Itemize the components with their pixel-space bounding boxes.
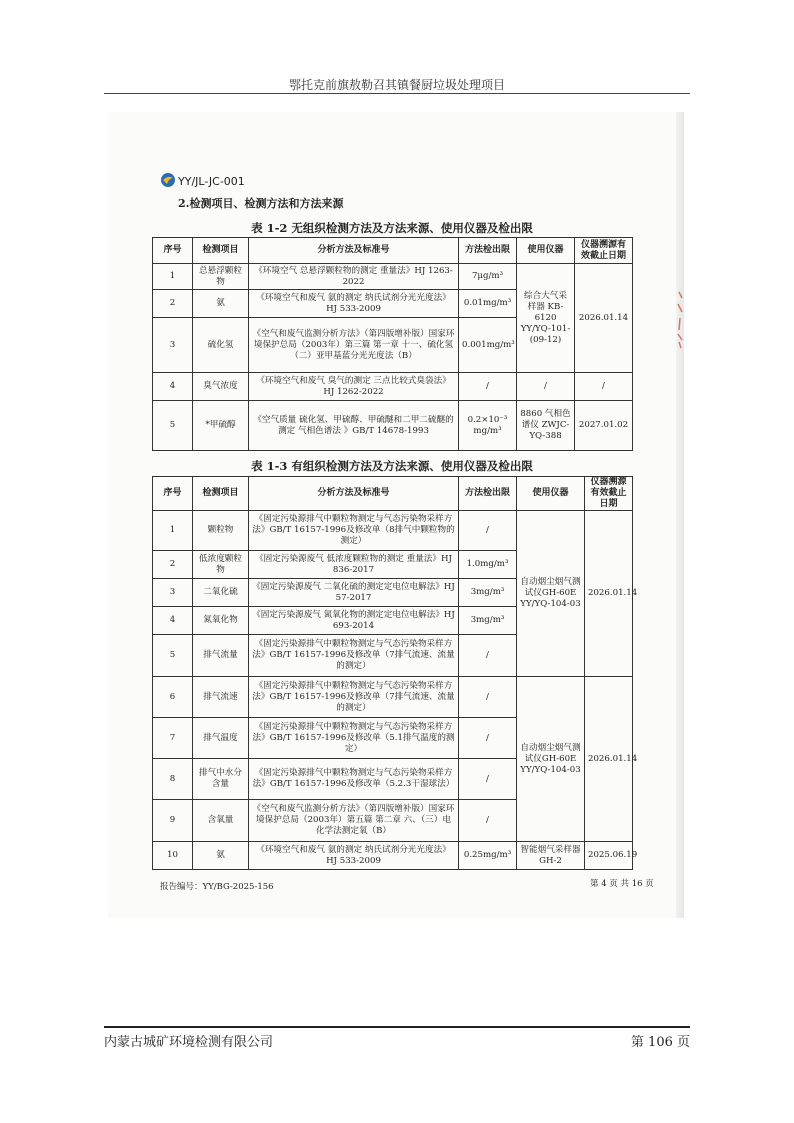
page-header: 鄂托克前旗敖勒召其镇餐厨垃圾处理项目 <box>288 78 505 92</box>
table-row: 1 颗粒物 《固定污染源排气中颗粒物测定与气态污染物采样方法》GB/T 16157-1996及修改单（8排气中颗粒物的测定） / 自动烟尘烟气测试仪GH-60E YY/YQ-104-03 2026.01.14 <box>153 511 633 551</box>
col-header-item: 检测项目 <box>193 477 249 511</box>
table-row: 6 排气流速 《固定污染源排气中颗粒物测定与气态污染物采样方法》GB/T 16157-1996及修改单（7排气流速、流量的测定） / 自动烟尘烟气测试仪GH-60E YY/YQ-104-03 2026.01.14 <box>153 677 633 718</box>
inner-page-info: 第 4 页 共 16 页 <box>590 879 654 889</box>
document-id: YY/JL-JC-001 <box>178 175 245 188</box>
table-row: 3 二氧化硫 《固定污染源废气 二氧化硫的测定定电位电解法》HJ 57-2017 3mg/m³ <box>153 579 633 607</box>
scan-edge-shadow <box>676 112 684 918</box>
unorganized-detection-table <box>152 237 633 451</box>
group1-date: 2026.01.14 <box>585 511 633 677</box>
table-row: 3 硫化氢 《空气和废气监测分析方法》（第四版增补版）国家环境保护总局（2003年）第三篇 第一章 十一、硫化氢 （二）亚甲基蓝分光光度法（B） 0.001mg/m³ <box>153 318 633 373</box>
group1-instrument: 自动烟尘烟气测试仪GH-60E YY/YQ-104-03 <box>517 511 585 677</box>
col-header-instrument: 使用仪器 <box>517 238 575 264</box>
col-header-limit: 方法检出限 <box>459 238 517 264</box>
footer-company: 内蒙古城矿环境检测有限公司 <box>104 1035 274 1050</box>
group2-instrument: 自动烟尘烟气测试仪GH-60E YY/YQ-104-03 <box>517 677 585 842</box>
report-number: 报告编号：YY/BG-2025-156 <box>160 882 274 892</box>
table1-caption: 表 1-2 无组织检测方法及方法来源、使用仪器及检出限 <box>251 221 533 235</box>
table-row: 2 氨 《环境空气和废气 氨的测定 纳氏试剂分光光度法》HJ 533-2009 0.01mg/m³ <box>153 290 633 318</box>
table-row: 5 *甲硫醇 《空气质量 硫化氢、甲硫醇、甲硫醚和二甲二硫醚的测定 气相色谱法 》GB/T 14678-1993 0.2×10⁻³ mg/m³ 8860 气相色谱仪 ZWJC-YQ-388 2027.01.02 <box>153 401 633 451</box>
col-header-method: 分析方法及标准号 <box>249 477 459 511</box>
col-header-limit: 方法检出限 <box>459 477 517 511</box>
col-header-item: 检测项目 <box>193 238 249 264</box>
table-row: 2 低浓度颗粒物 《固定污染源废气 低浓度颗粒物的测定 重量法》HJ 836-2017 1.0mg/m³ <box>153 551 633 579</box>
col-header-method: 分析方法及标准号 <box>249 238 459 264</box>
organized-detection-table <box>152 476 638 870</box>
col-header-instrument: 使用仪器 <box>517 477 585 511</box>
table-row: 8 排气中水分含量 《固定污染源排气中颗粒物测定与气态污染物采样方法》GB/T 16157-1996及修改单（5.2.3干湿球法） / <box>153 759 633 800</box>
table2-caption: 表 1-3 有组织检测方法及方法来源、使用仪器及检出限 <box>251 459 533 473</box>
table-row: 10 氨 《环境空气和废气 氨的测定 纳氏试剂分光光度法》HJ 533-2009 0.25mg/m³ 智能烟气采样器GH-2 2025.06.19 <box>153 842 633 870</box>
group-instrument: 综合大气采样器 KB-6120 YY/YQ-101-(09-12) <box>517 264 575 373</box>
section-title: 2.检测项目、检测方法和方法来源 <box>178 197 344 210</box>
company-logo-icon <box>160 172 176 188</box>
group-date: 2026.01.14 <box>575 264 633 373</box>
footer-page-number: 第 106 页 <box>630 1035 690 1050</box>
table-row: 1 总悬浮颗粒物 《环境空气 总悬浮颗粒物的测定 重量法》HJ 1263-2022 7μg/m³ 综合大气采样器 KB-6120 YY/YQ-101-(09-12) 2026.01.14 <box>153 264 633 290</box>
col-header-no: 序号 <box>153 238 193 264</box>
stamp-fragment <box>676 290 684 350</box>
table-row: 9 含氧量 《空气和废气监测分析方法》（第四版增补版）国家环境保护总局（2003年）第五篇 第二章 六、（三）电化学法测定氧（B） / <box>153 800 633 842</box>
group2-date: 2026.01.14 <box>585 677 633 842</box>
footer-rule <box>104 1026 690 1028</box>
table-row: 7 排气温度 《固定污染源排气中颗粒物测定与气态污染物采样方法》GB/T 16157-1996及修改单（5.1排气温度的测定） / <box>153 718 633 759</box>
table-row: 4 氮氧化物 《固定污染源废气 氮氧化物的测定定电位电解法》HJ 693-2014 3mg/m³ <box>153 607 633 635</box>
table-row: 5 排气流量 《固定污染源排气中颗粒物测定与气态污染物采样方法》GB/T 16157-1996及修改单（7排气流速、流量的测定） / <box>153 635 633 677</box>
col-header-no: 序号 <box>153 477 193 511</box>
header-rule <box>104 93 690 94</box>
table-row: 4 臭气浓度 《环境空气和废气 臭气的测定 三点比较式臭袋法》HJ 1262-2022 / / / <box>153 373 633 401</box>
col-header-date: 仪器溯源有效截止日期 <box>585 477 633 511</box>
col-header-date: 仪器溯源有效截止日期 <box>575 238 633 264</box>
